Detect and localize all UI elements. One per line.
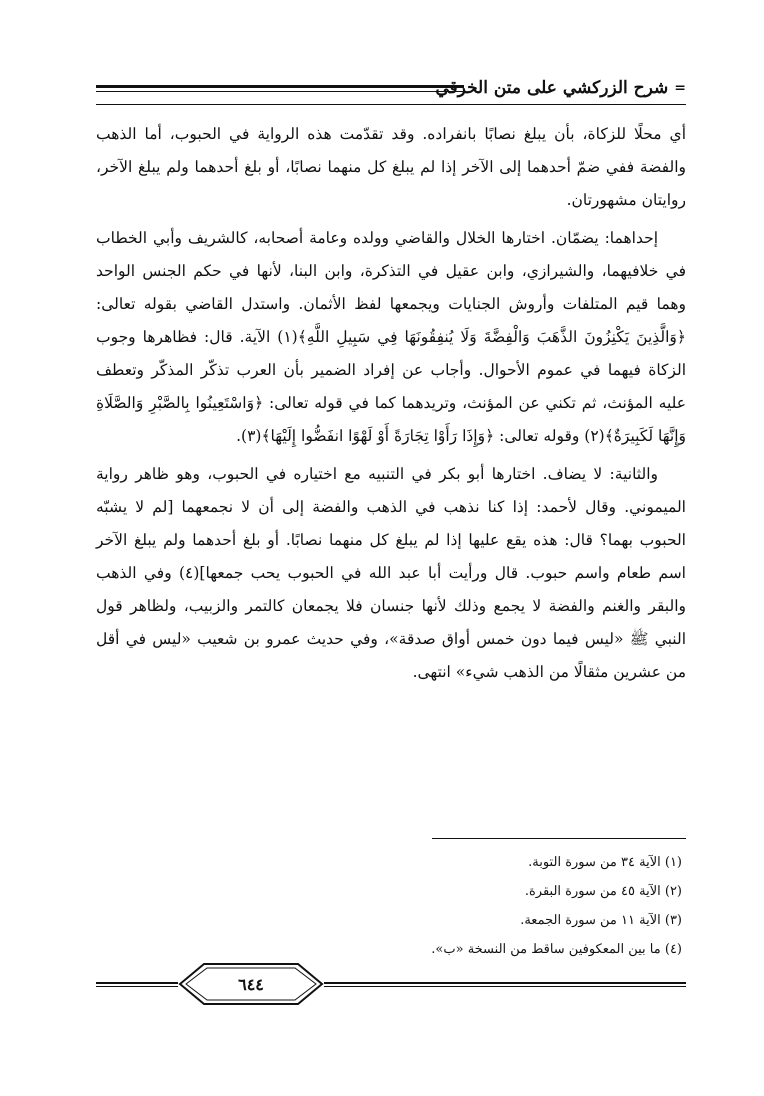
footnote-4: (٤) ما بين المعكوفين ساقط من النسخة «ب». [431,942,682,957]
page-number: ٦٤٤ [238,974,264,994]
header-underline [96,104,686,105]
footnote-2: (٢) الآية ٤٥ من سورة البقرة. [524,884,682,899]
page-number-ornament [96,961,686,1007]
main-text [96,118,686,689]
paragraph-1: أي محلًا للزكاة، بأن يبلغ نصابًا بانفراده. وقد تقدّمت هذه الرواية في الحبوب، أما الذهب والفضة ففي ضمّ أحدهما إلى الآخر إذا لم يبلغ كل منهما نصابًا، أو بلغ أحدهما ولم يبلغ الآخر، روايتان مشهورتان. [96,125,686,209]
ornament-line-right [324,982,686,987]
running-header [96,76,686,108]
footnote-1: (١) الآية ٣٤ من سورة التوبة. [528,855,682,870]
footnote-separator [432,838,686,839]
paragraph-2: إحداهما: يضمّان. اختارها الخلال والقاضي وولده وعامة أصحابه، كالشريف وأبي الخطاب في خلافيهما، والشيرازي، وابن عقيل في التذكرة، وابن البنا، لأنها في حكم الجنس الواحد وهما قيم المتلفات وأروش الجنايات ويجمعها لفظ الأثمان. واستدل القاضي بقوله تعالى: ﴿وَالَّذِينَ يَكْنِزُونَ الذَّهَبَ وَالْفِضَّةَ وَلَا يُنفِقُونَهَا فِي سَبِيلِ اللَّهِ﴾(١) الآية. قال: فظاهرها وجوب الزكاة فيهما في عموم الأحوال. وأجاب عن إفراد الضمير بأن العرب تذكّر المذكّر وتعطف عليه المؤنث، ثم تكني عن المؤنث، وتريدهما كما في قوله تعالى: ﴿وَاسْتَعِينُوا بِالصَّبْرِ وَالصَّلَاةِ وَإِنَّهَا لَكَبِيرَةٌ﴾(٢) وقوله تعالى: ﴿وَإِذَا رَأَوْا تِجَارَةً أَوْ لَهْوًا انفَضُّوا إِلَيْهَا﴾(٣). [96,229,686,445]
footnotes [96,848,686,964]
paragraph-3: والثانية: لا يضاف. اختارها أبو بكر في التنبيه مع اختياره في الحبوب، وهو ظاهر رواية الميموني. وقال لأحمد: إذا كنا نذهب في الذهب والفضة إلى أن لا نجمعهما [لم لا يشبّه الحبوب بهما؟ قال: هذه يقع عليها إذا لم يبلغ كل منهما نصابًا. أو بلغ أحدهما ولم يبلغ الآخر اسم طعام واسم حبوب. قال ورأيت أبا عبد الله في الحبوب يحب جمعها](٤) وفي الذهب والبقر والغنم والفضة لا يجمع وذلك لأنها جنسان فلا يجمعان كالتمر والزبيب، ولظاهر قول النبي ﷺ «ليس فيما دون خمس أواق صدقة»، وفي حديث عمرو بن شعيب «ليس في أقل من عشرين مثقالًا من الذهب شيء» انتهى. [96,465,686,681]
footnote-3: (٣) الآية ١١ من سورة الجمعة. [520,913,682,928]
header-title-block [435,76,686,100]
book-title: شرح الزركشي على متن الخرقي [435,78,669,98]
header-mark: = [674,80,686,96]
ornament-line-left [96,982,178,987]
header-double-rule [96,85,464,92]
